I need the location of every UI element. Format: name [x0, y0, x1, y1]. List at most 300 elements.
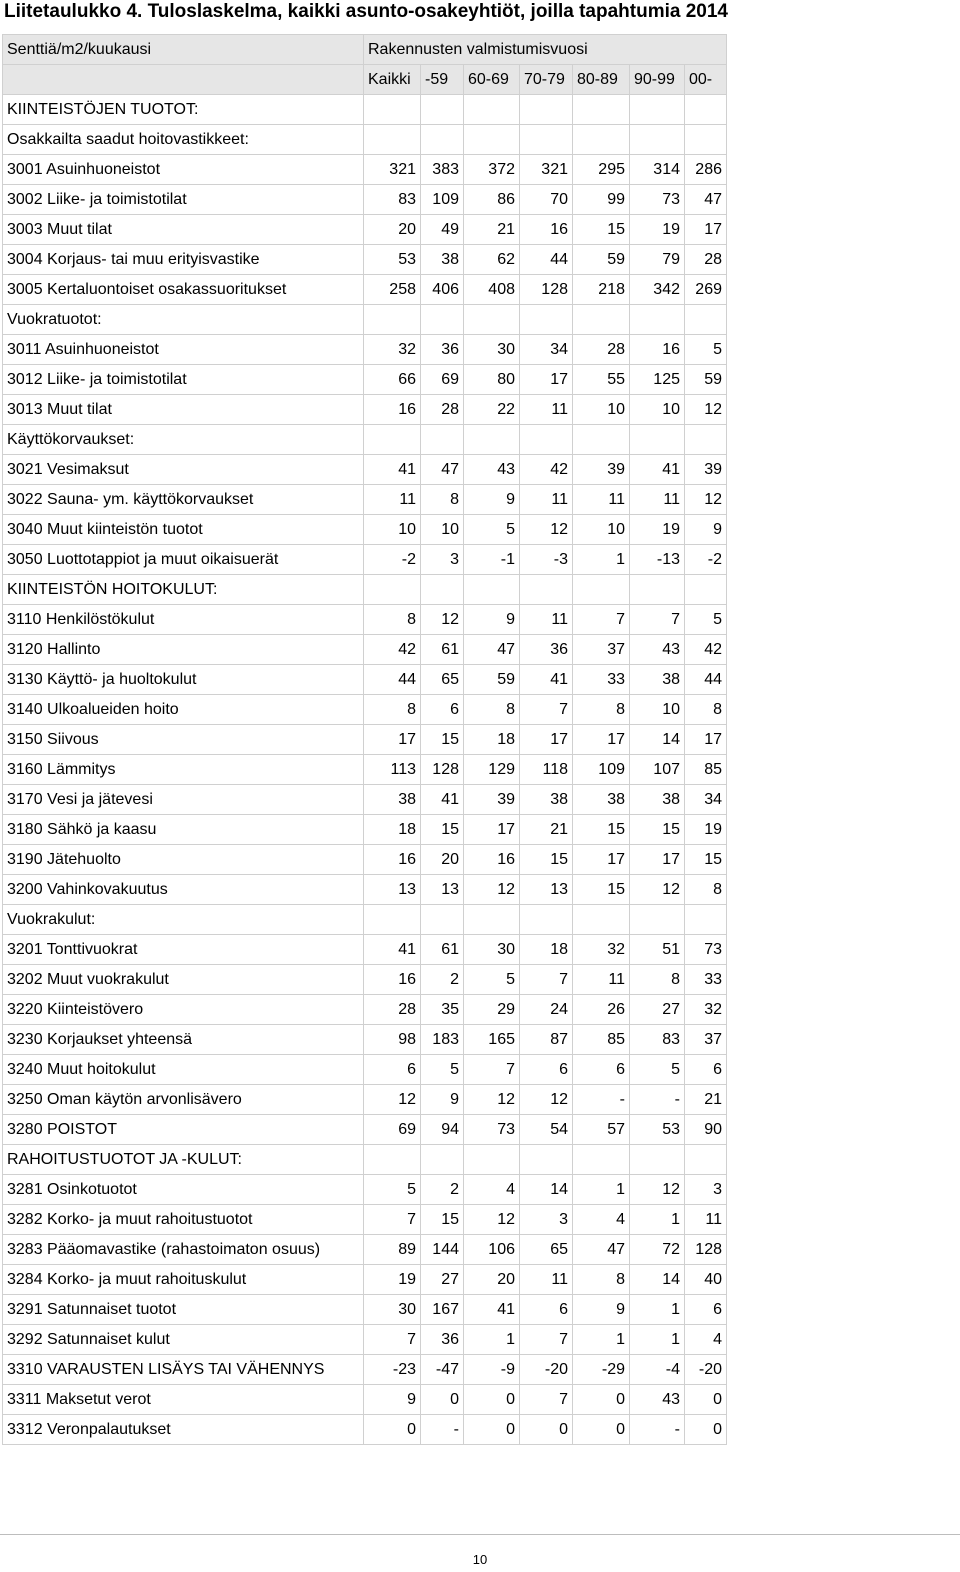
table-row: [3, 665, 727, 695]
table-row: [3, 815, 727, 845]
row-value: 28: [685, 245, 727, 275]
row-value: [630, 305, 685, 335]
row-value: 128: [421, 755, 464, 785]
row-label: 3003 Muut tilat: [3, 215, 364, 245]
row-value: 38: [630, 785, 685, 815]
row-value: 20: [421, 845, 464, 875]
row-value: -: [630, 1085, 685, 1115]
row-value: 19: [630, 515, 685, 545]
table-row: [3, 755, 727, 785]
row-value: 59: [464, 665, 520, 695]
row-value: -2: [364, 545, 421, 575]
row-value: 99: [573, 185, 630, 215]
row-value: 89: [364, 1235, 421, 1265]
row-value: 54: [520, 1115, 573, 1145]
row-value: 17: [573, 725, 630, 755]
row-value: 36: [520, 635, 573, 665]
row-value: 0: [573, 1415, 630, 1445]
row-value: -20: [685, 1355, 727, 1385]
row-value: [520, 905, 573, 935]
row-value: 7: [364, 1205, 421, 1235]
row-label: 3012 Liike- ja toimistotilat: [3, 365, 364, 395]
row-value: -9: [464, 1355, 520, 1385]
table-row: [3, 365, 727, 395]
row-value: 73: [464, 1115, 520, 1145]
footer-divider: [0, 1534, 960, 1535]
row-value: [685, 125, 727, 155]
row-value: 43: [464, 455, 520, 485]
table-row: [3, 935, 727, 965]
row-value: 38: [573, 785, 630, 815]
row-value: 61: [421, 635, 464, 665]
row-value: 129: [464, 755, 520, 785]
row-value: 6: [685, 1055, 727, 1085]
row-value: 109: [573, 755, 630, 785]
row-value: 9: [421, 1085, 464, 1115]
row-value: 17: [520, 725, 573, 755]
row-value: 73: [630, 185, 685, 215]
row-value: 10: [630, 695, 685, 725]
row-value: 65: [421, 665, 464, 695]
row-value: 12: [685, 485, 727, 515]
row-label: RAHOITUSTUOTOT JA -KULUT:: [3, 1145, 364, 1175]
row-value: [421, 905, 464, 935]
row-value: 5: [685, 605, 727, 635]
row-value: 30: [464, 935, 520, 965]
row-value: 34: [685, 785, 727, 815]
row-value: [630, 425, 685, 455]
row-value: 1: [630, 1325, 685, 1355]
row-label: Käyttökorvaukset:: [3, 425, 364, 455]
row-value: [573, 575, 630, 605]
row-value: [520, 425, 573, 455]
row-value: [421, 95, 464, 125]
row-value: 41: [364, 935, 421, 965]
row-value: 40: [685, 1265, 727, 1295]
row-value: 21: [464, 215, 520, 245]
row-value: 15: [573, 875, 630, 905]
row-value: 3: [520, 1205, 573, 1235]
row-value: 19: [685, 815, 727, 845]
row-label: 3282 Korko- ja muut rahoitustuotot: [3, 1205, 364, 1235]
row-value: [573, 425, 630, 455]
row-value: [685, 95, 727, 125]
row-value: -1: [464, 545, 520, 575]
row-value: [573, 905, 630, 935]
row-value: 6: [520, 1295, 573, 1325]
row-value: 38: [364, 785, 421, 815]
row-value: 8: [573, 695, 630, 725]
row-value: 9: [685, 515, 727, 545]
table-row: [3, 1115, 727, 1145]
table-row: [3, 515, 727, 545]
row-value: [573, 125, 630, 155]
table-row: [3, 395, 727, 425]
row-value: -13: [630, 545, 685, 575]
row-label: 3180 Sähkö ja kaasu: [3, 815, 364, 845]
table-row: [3, 1385, 727, 1415]
row-value: [464, 425, 520, 455]
row-label: 3110 Henkilöstökulut: [3, 605, 364, 635]
row-value: 258: [364, 275, 421, 305]
row-value: 41: [421, 785, 464, 815]
row-value: 7: [464, 1055, 520, 1085]
row-value: 35: [421, 995, 464, 1025]
row-value: [464, 905, 520, 935]
row-value: 406: [421, 275, 464, 305]
row-value: 47: [573, 1235, 630, 1265]
table-body: [3, 95, 727, 1445]
row-value: [573, 95, 630, 125]
row-value: 16: [364, 845, 421, 875]
row-value: 44: [364, 665, 421, 695]
row-value: 128: [520, 275, 573, 305]
row-value: 13: [520, 875, 573, 905]
row-value: 1: [630, 1295, 685, 1325]
row-value: 44: [520, 245, 573, 275]
row-value: 7: [520, 695, 573, 725]
column-header: 90-99: [630, 65, 685, 95]
row-value: 12: [520, 1085, 573, 1115]
row-value: 72: [630, 1235, 685, 1265]
row-value: 26: [573, 995, 630, 1025]
row-value: [421, 1145, 464, 1175]
row-value: [364, 1145, 421, 1175]
row-value: 321: [520, 155, 573, 185]
row-value: 19: [364, 1265, 421, 1295]
table-row: [3, 1175, 727, 1205]
row-value: 372: [464, 155, 520, 185]
row-label: 3130 Käyttö- ja huoltokulut: [3, 665, 364, 695]
table-row: [3, 1205, 727, 1235]
row-value: 11: [630, 485, 685, 515]
row-value: 10: [573, 395, 630, 425]
row-label: 3021 Vesimaksut: [3, 455, 364, 485]
row-value: 9: [464, 485, 520, 515]
row-value: 14: [630, 725, 685, 755]
header-row-columns: [3, 65, 727, 95]
row-value: 17: [464, 815, 520, 845]
row-value: 6: [520, 1055, 573, 1085]
row-value: [520, 575, 573, 605]
row-value: 17: [685, 215, 727, 245]
row-value: 98: [364, 1025, 421, 1055]
row-value: -: [630, 1415, 685, 1445]
row-value: 9: [364, 1385, 421, 1415]
row-value: 37: [685, 1025, 727, 1055]
row-label: 3190 Jätehuolto: [3, 845, 364, 875]
row-label: KIINTEISTÖJEN TUOTOT:: [3, 95, 364, 125]
row-value: 5: [421, 1055, 464, 1085]
row-label: 3281 Osinkotuotot: [3, 1175, 364, 1205]
row-value: 18: [364, 815, 421, 845]
row-value: [364, 125, 421, 155]
table-row: [3, 185, 727, 215]
row-value: 106: [464, 1235, 520, 1265]
row-value: 10: [421, 515, 464, 545]
row-label: 3312 Veronpalautukset: [3, 1415, 364, 1445]
row-value: 70: [520, 185, 573, 215]
row-value: 4: [573, 1205, 630, 1235]
row-label: 3170 Vesi ja jätevesi: [3, 785, 364, 815]
row-value: 0: [464, 1415, 520, 1445]
row-value: 41: [520, 665, 573, 695]
row-value: 86: [464, 185, 520, 215]
row-value: -47: [421, 1355, 464, 1385]
table-row: [3, 425, 727, 455]
row-value: [685, 1145, 727, 1175]
table-row: [3, 1055, 727, 1085]
row-value: [685, 575, 727, 605]
row-value: 3: [421, 545, 464, 575]
table-row: [3, 725, 727, 755]
row-value: 16: [630, 335, 685, 365]
row-value: -: [573, 1085, 630, 1115]
table-row: [3, 245, 727, 275]
row-value: 32: [573, 935, 630, 965]
row-value: 42: [364, 635, 421, 665]
row-value: 28: [573, 335, 630, 365]
row-value: [464, 95, 520, 125]
table-row: [3, 635, 727, 665]
column-header: 60-69: [464, 65, 520, 95]
row-value: 12: [421, 605, 464, 635]
row-value: 15: [421, 815, 464, 845]
row-value: 314: [630, 155, 685, 185]
column-header: 70-79: [520, 65, 573, 95]
row-value: 7: [520, 1385, 573, 1415]
row-value: [364, 305, 421, 335]
row-label: 3200 Vahinkovakuutus: [3, 875, 364, 905]
row-value: 11: [520, 395, 573, 425]
table-row: [3, 905, 727, 935]
row-value: 16: [520, 215, 573, 245]
row-value: 218: [573, 275, 630, 305]
row-value: 5: [685, 335, 727, 365]
table-row: [3, 695, 727, 725]
table-row: [3, 95, 727, 125]
row-value: 39: [573, 455, 630, 485]
row-value: 14: [520, 1175, 573, 1205]
row-value: 1: [630, 1205, 685, 1235]
row-value: 7: [364, 1325, 421, 1355]
row-value: 13: [364, 875, 421, 905]
row-value: [464, 305, 520, 335]
row-value: 18: [464, 725, 520, 755]
row-value: 167: [421, 1295, 464, 1325]
row-value: 47: [685, 185, 727, 215]
row-value: 59: [573, 245, 630, 275]
row-value: 85: [573, 1025, 630, 1055]
row-value: [520, 125, 573, 155]
row-value: 39: [685, 455, 727, 485]
row-value: 65: [520, 1235, 573, 1265]
row-value: 183: [421, 1025, 464, 1055]
row-value: 32: [364, 335, 421, 365]
row-label: 3201 Tonttivuokrat: [3, 935, 364, 965]
row-value: 107: [630, 755, 685, 785]
table-row: [3, 125, 727, 155]
row-value: 9: [464, 605, 520, 635]
row-value: 38: [520, 785, 573, 815]
row-value: 16: [364, 395, 421, 425]
row-label: 3005 Kertaluontoiset osakassuoritukset: [3, 275, 364, 305]
row-value: 3: [685, 1175, 727, 1205]
row-label: KIINTEISTÖN HOITOKULUT:: [3, 575, 364, 605]
table-row: [3, 1085, 727, 1115]
row-value: 17: [685, 725, 727, 755]
row-value: [364, 905, 421, 935]
row-value: 12: [685, 395, 727, 425]
row-value: -23: [364, 1355, 421, 1385]
row-value: 33: [685, 965, 727, 995]
row-value: 10: [573, 515, 630, 545]
row-value: 41: [630, 455, 685, 485]
row-value: 144: [421, 1235, 464, 1265]
table-row: [3, 1145, 727, 1175]
table-row: [3, 1235, 727, 1265]
row-value: 51: [630, 935, 685, 965]
row-value: 8: [421, 485, 464, 515]
row-value: 24: [520, 995, 573, 1025]
row-label: 3002 Liike- ja toimistotilat: [3, 185, 364, 215]
row-value: 73: [685, 935, 727, 965]
row-value: 11: [520, 1265, 573, 1295]
row-value: 34: [520, 335, 573, 365]
page-title: Liitetaulukko 4. Tuloslaskelma, kaikki asunto-osakeyhtiöt, joilla tapahtumia 2014: [4, 1, 728, 22]
table-row: [3, 605, 727, 635]
row-value: 27: [630, 995, 685, 1025]
row-label: 3220 Kiinteistövero: [3, 995, 364, 1025]
row-label: 3311 Maksetut verot: [3, 1385, 364, 1415]
page-number: 10: [472, 1552, 488, 1567]
header-row-group: [3, 35, 727, 65]
row-value: 0: [364, 1415, 421, 1445]
row-value: 43: [630, 635, 685, 665]
row-value: 2: [421, 1175, 464, 1205]
row-label: 3202 Muut vuokrakulut: [3, 965, 364, 995]
row-label: 3120 Hallinto: [3, 635, 364, 665]
row-value: 17: [630, 845, 685, 875]
table-row: [3, 1355, 727, 1385]
row-value: 53: [630, 1115, 685, 1145]
row-value: 269: [685, 275, 727, 305]
table-row: [3, 965, 727, 995]
row-value: 22: [464, 395, 520, 425]
column-header: 80-89: [573, 65, 630, 95]
row-value: 37: [573, 635, 630, 665]
row-value: 15: [573, 215, 630, 245]
table-row: [3, 335, 727, 365]
row-label: 3022 Sauna- ym. käyttökorvaukset: [3, 485, 364, 515]
row-value: 59: [685, 365, 727, 395]
row-value: 165: [464, 1025, 520, 1055]
row-value: 28: [421, 395, 464, 425]
table-row: [3, 995, 727, 1025]
table-row: [3, 485, 727, 515]
row-value: 0: [685, 1385, 727, 1415]
row-value: 15: [421, 1205, 464, 1235]
row-label: 3011 Asuinhuoneistot: [3, 335, 364, 365]
row-value: 21: [520, 815, 573, 845]
table-row: [3, 1265, 727, 1295]
row-label: 3230 Korjaukset yhteensä: [3, 1025, 364, 1055]
row-value: 125: [630, 365, 685, 395]
row-value: 0: [520, 1415, 573, 1445]
row-label: 3001 Asuinhuoneistot: [3, 155, 364, 185]
row-value: 12: [520, 515, 573, 545]
row-value: [464, 575, 520, 605]
unit-label: Senttiä/m2/kuukausi: [3, 35, 364, 65]
row-value: [685, 425, 727, 455]
row-value: 10: [630, 395, 685, 425]
row-value: 38: [421, 245, 464, 275]
row-value: 321: [364, 155, 421, 185]
row-value: [464, 1145, 520, 1175]
row-value: 1: [573, 1325, 630, 1355]
table-row: [3, 1415, 727, 1445]
row-value: 11: [573, 485, 630, 515]
row-value: -20: [520, 1355, 573, 1385]
row-value: 62: [464, 245, 520, 275]
row-value: 15: [573, 815, 630, 845]
row-value: 383: [421, 155, 464, 185]
table-row: [3, 575, 727, 605]
row-value: 7: [520, 1325, 573, 1355]
row-value: 1: [464, 1325, 520, 1355]
row-value: 8: [685, 695, 727, 725]
row-value: 4: [464, 1175, 520, 1205]
row-label: 3291 Satunnaiset tuotot: [3, 1295, 364, 1325]
row-value: 53: [364, 245, 421, 275]
row-value: 17: [520, 365, 573, 395]
row-value: [630, 125, 685, 155]
row-value: 7: [630, 605, 685, 635]
row-label: Vuokrakulut:: [3, 905, 364, 935]
row-value: 15: [685, 845, 727, 875]
row-value: 8: [630, 965, 685, 995]
column-header: -59: [421, 65, 464, 95]
row-value: [630, 95, 685, 125]
row-value: 0: [421, 1385, 464, 1415]
row-label: 3250 Oman käytön arvonlisävero: [3, 1085, 364, 1115]
row-value: 8: [364, 695, 421, 725]
row-value: 57: [573, 1115, 630, 1145]
row-value: 16: [364, 965, 421, 995]
row-label: Vuokratuotot:: [3, 305, 364, 335]
table-row: [3, 305, 727, 335]
row-label: 3150 Siivous: [3, 725, 364, 755]
row-value: 8: [573, 1265, 630, 1295]
row-value: [520, 1145, 573, 1175]
row-value: 15: [520, 845, 573, 875]
row-value: 0: [464, 1385, 520, 1415]
row-value: 113: [364, 755, 421, 785]
row-value: 6: [573, 1055, 630, 1085]
row-value: 16: [464, 845, 520, 875]
row-value: -4: [630, 1355, 685, 1385]
row-value: 2: [421, 965, 464, 995]
row-value: 85: [685, 755, 727, 785]
row-label: 3004 Korjaus- tai muu erityisvastike: [3, 245, 364, 275]
row-value: 79: [630, 245, 685, 275]
row-value: 0: [685, 1415, 727, 1445]
row-value: 38: [630, 665, 685, 695]
row-value: 5: [464, 515, 520, 545]
row-value: 13: [421, 875, 464, 905]
row-value: 286: [685, 155, 727, 185]
row-value: 87: [520, 1025, 573, 1055]
